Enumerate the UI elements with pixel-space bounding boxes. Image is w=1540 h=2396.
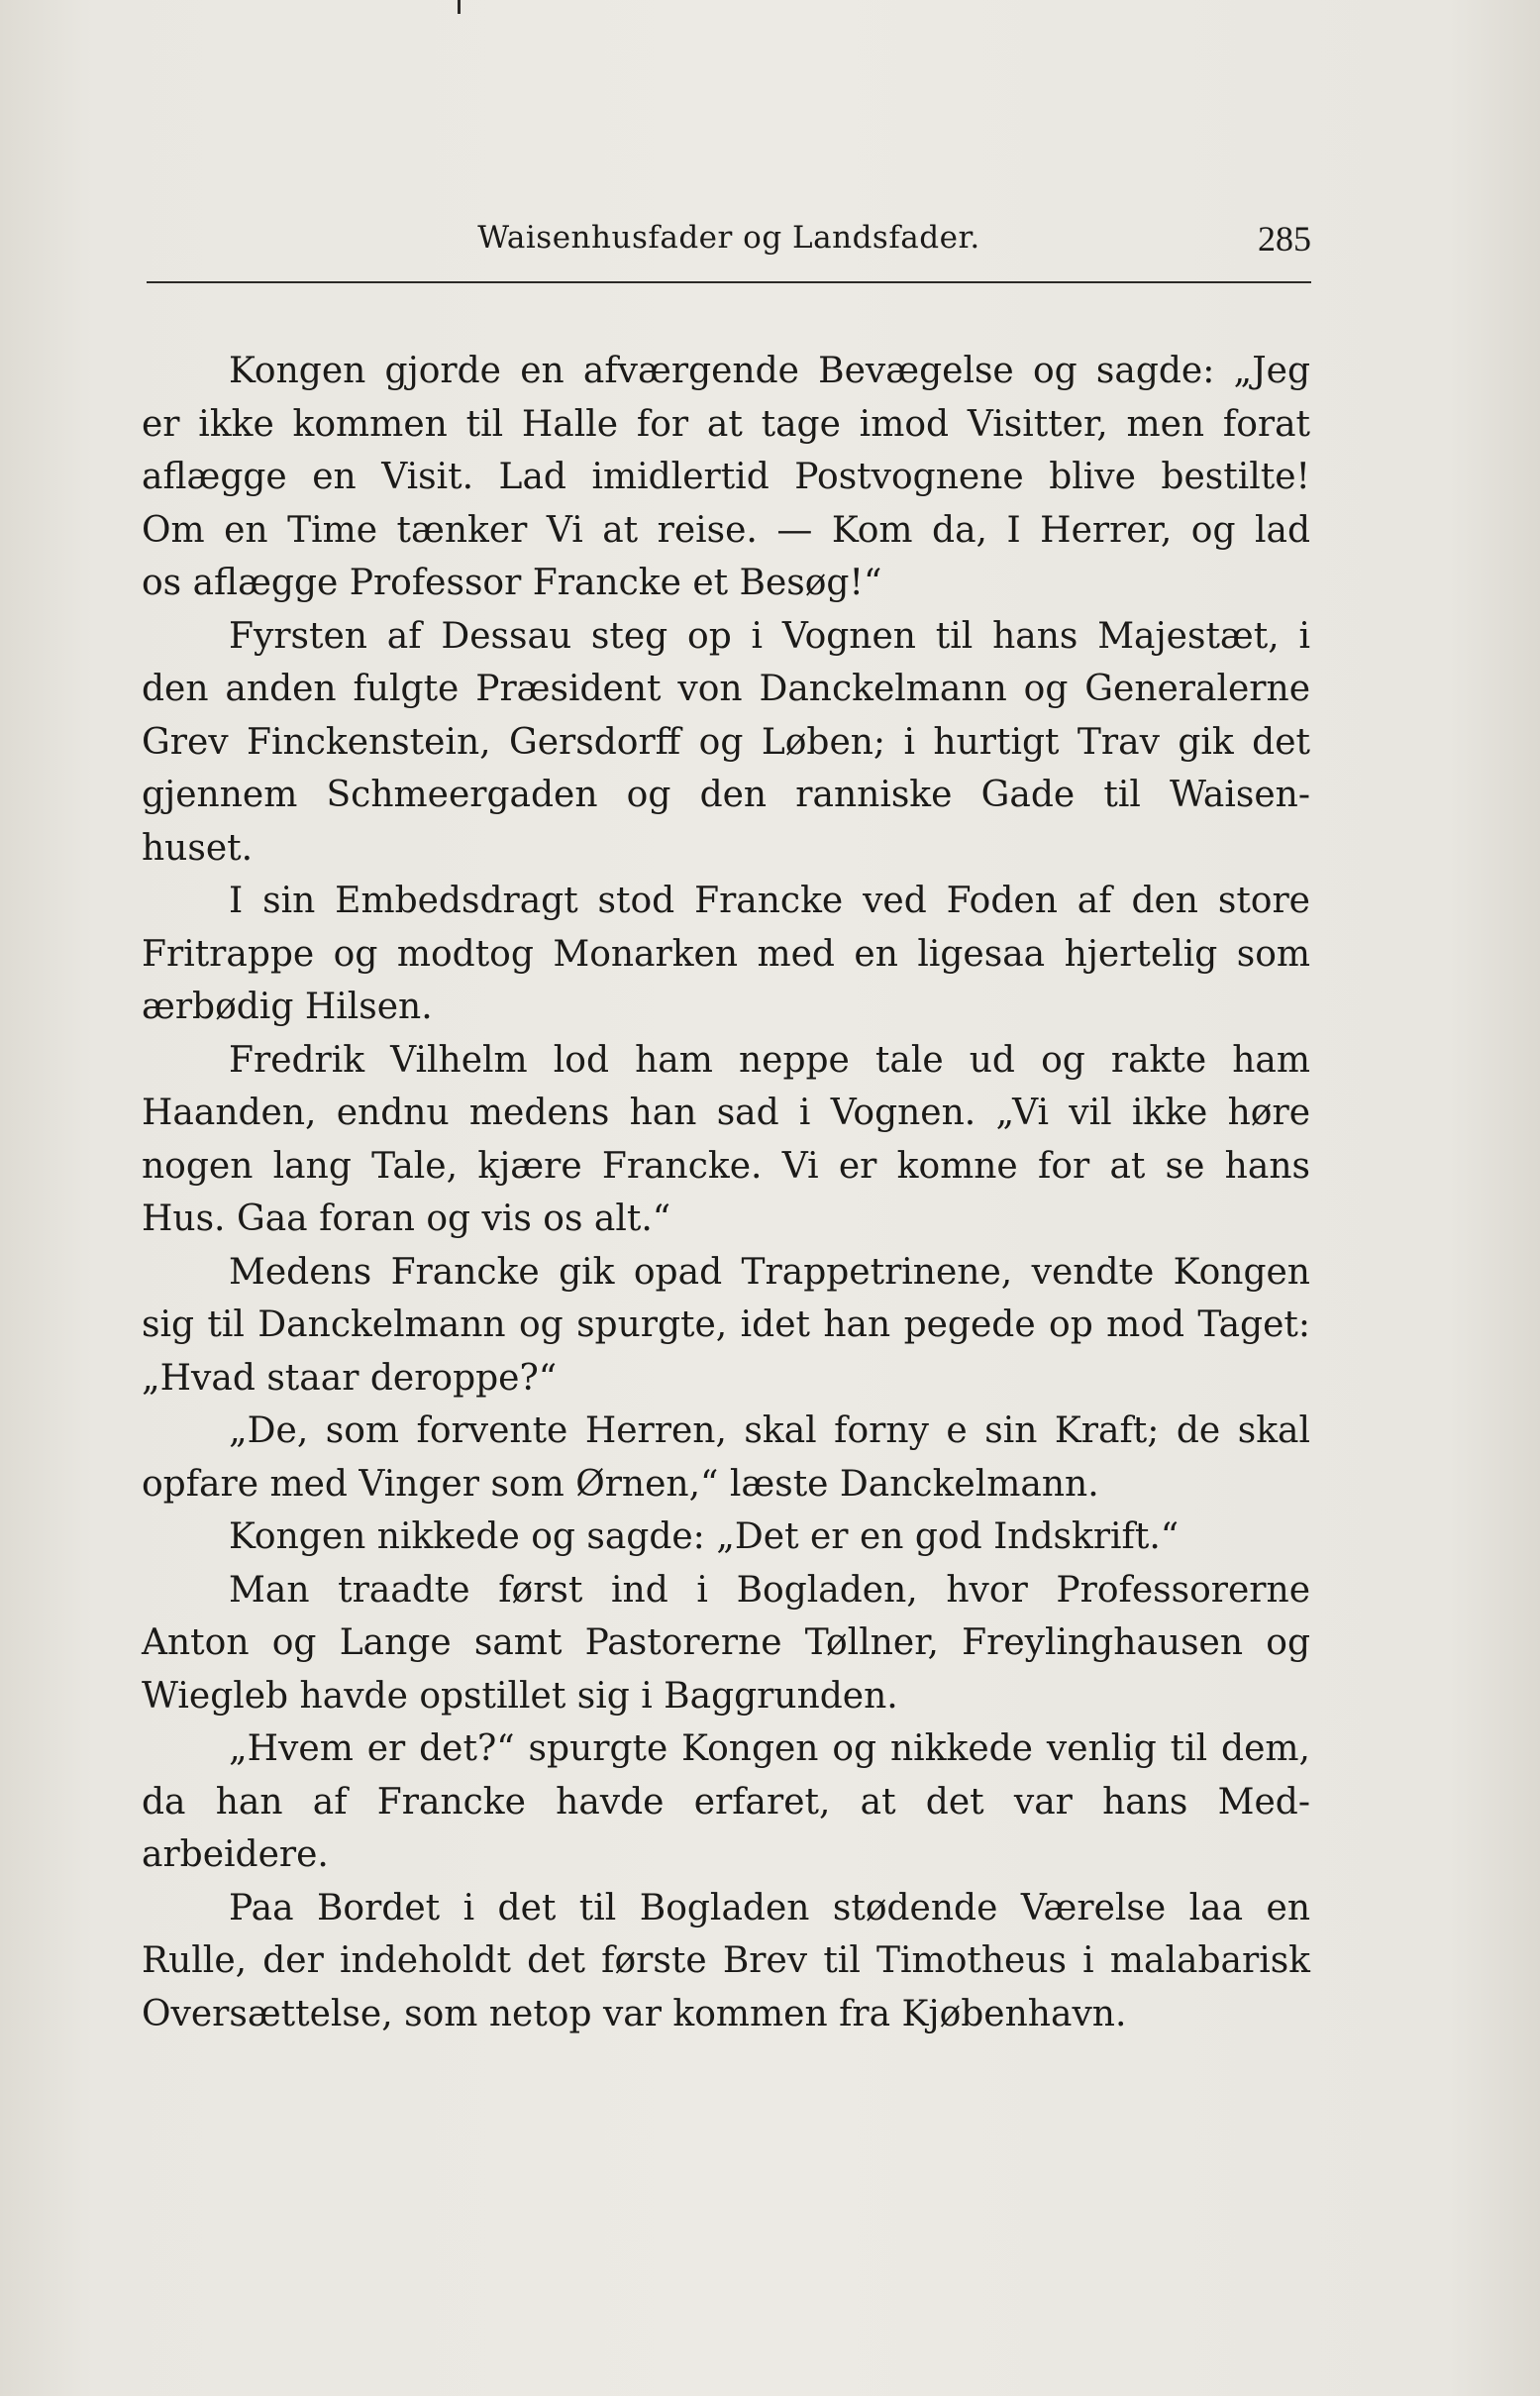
text-line: Wiegleb havde opstillet sig i Baggrunden.: [142, 1675, 898, 1717]
text-line: nogen lang Tale, kjære Francke. Vi er komne for at se hans: [142, 1145, 1310, 1187]
text-line: I sin Embedsdragt stod Francke ved Foden af den store: [229, 881, 1310, 921]
text-line: opfare med Vinger som Ørnen,“ læste Danckelmann.: [142, 1463, 1099, 1505]
text-line: sig til Danckelmann og spurgte, idet han pegede op mod Taget:: [142, 1304, 1310, 1345]
page-number: 285: [1258, 219, 1311, 259]
text-line: gjennem Schmeergaden og den ranniske Gade til Waisen-: [142, 775, 1310, 815]
running-title: Waisenhusfader og Landsfader.: [477, 220, 980, 256]
text-line: Medens Francke gik opad Trappetrinene, vendte Kongen: [229, 1251, 1310, 1293]
text-line: Grev Finckenstein, Gersdorff og Løben; i hurtigt Trav gik det: [142, 721, 1310, 763]
header-rule: [147, 281, 1311, 283]
text-line: aflægge en Visit. Lad imidlertid Postvognene blive bestilte!: [142, 457, 1310, 497]
page-edge-mark: [458, 0, 461, 14]
text-line: os aflægge Professor Francke et Besøg!“: [142, 563, 882, 603]
text-line: Hus. Gaa foran og vis os alt.“: [142, 1198, 671, 1239]
text-line: den anden fulgte Præsident von Danckelmann og Generalerne: [142, 669, 1310, 709]
text-line: Man traadte først ind i Bogladen, hvor Professorerne: [229, 1569, 1310, 1611]
text-line: ærbødig Hilsen.: [142, 987, 433, 1027]
text-line: Anton og Lange samt Pastorerne Tøllner, Freylinghausen og: [142, 1622, 1310, 1663]
text-line: Oversættelse, som netop var kommen fra Kjøbenhavn.: [142, 1993, 1127, 2034]
text-line: Fritrappe og modtog Monarken med en ligesaa hjertelig som: [142, 933, 1310, 975]
body-text: [142, 345, 1310, 2040]
text-line: „De, som forvente Herren, skal forny e sin Kraft; de skal: [229, 1410, 1310, 1451]
text-line: Haanden, endnu medens han sad i Vognen. „Vi vil ikke høre: [142, 1093, 1310, 1133]
text-line: Om en Time tænker Vi at reise. — Kom da, I Herrer, og lad: [142, 509, 1310, 551]
text-line: er ikke kommen til Halle for at tage imod Visitter, men forat: [142, 403, 1310, 445]
text-line: Kongen nikkede og sagde: „Det er en god Indskrift.“: [229, 1516, 1180, 1557]
text-line: Kongen gjorde en afværgende Bevægelse og sagde: „Jeg: [229, 351, 1310, 391]
text-line: „Hvem er det?“ spurgte Kongen og nikkede venlig til dem,: [229, 1728, 1310, 1769]
text-line: Paa Bordet i det til Bogladen stødende Værelse laa en: [229, 1887, 1310, 1928]
text-line: da han af Francke havde erfaret, at det var hans Med-: [142, 1781, 1310, 1823]
text-line: Rulle, der indeholdt det første Brev til Timotheus i malabarisk: [142, 1940, 1310, 1981]
text-line: „Hvad staar deroppe?“: [142, 1357, 558, 1399]
text-line: Fredrik Vilhelm lod ham neppe tale ud og rakte ham: [229, 1039, 1310, 1081]
text-line: Fyrsten af Dessau steg op i Vognen til hans Majestæt, i: [229, 615, 1310, 657]
page-header: [147, 220, 1311, 269]
text-line: huset.: [142, 827, 254, 869]
text-line: arbeidere.: [142, 1834, 329, 1875]
